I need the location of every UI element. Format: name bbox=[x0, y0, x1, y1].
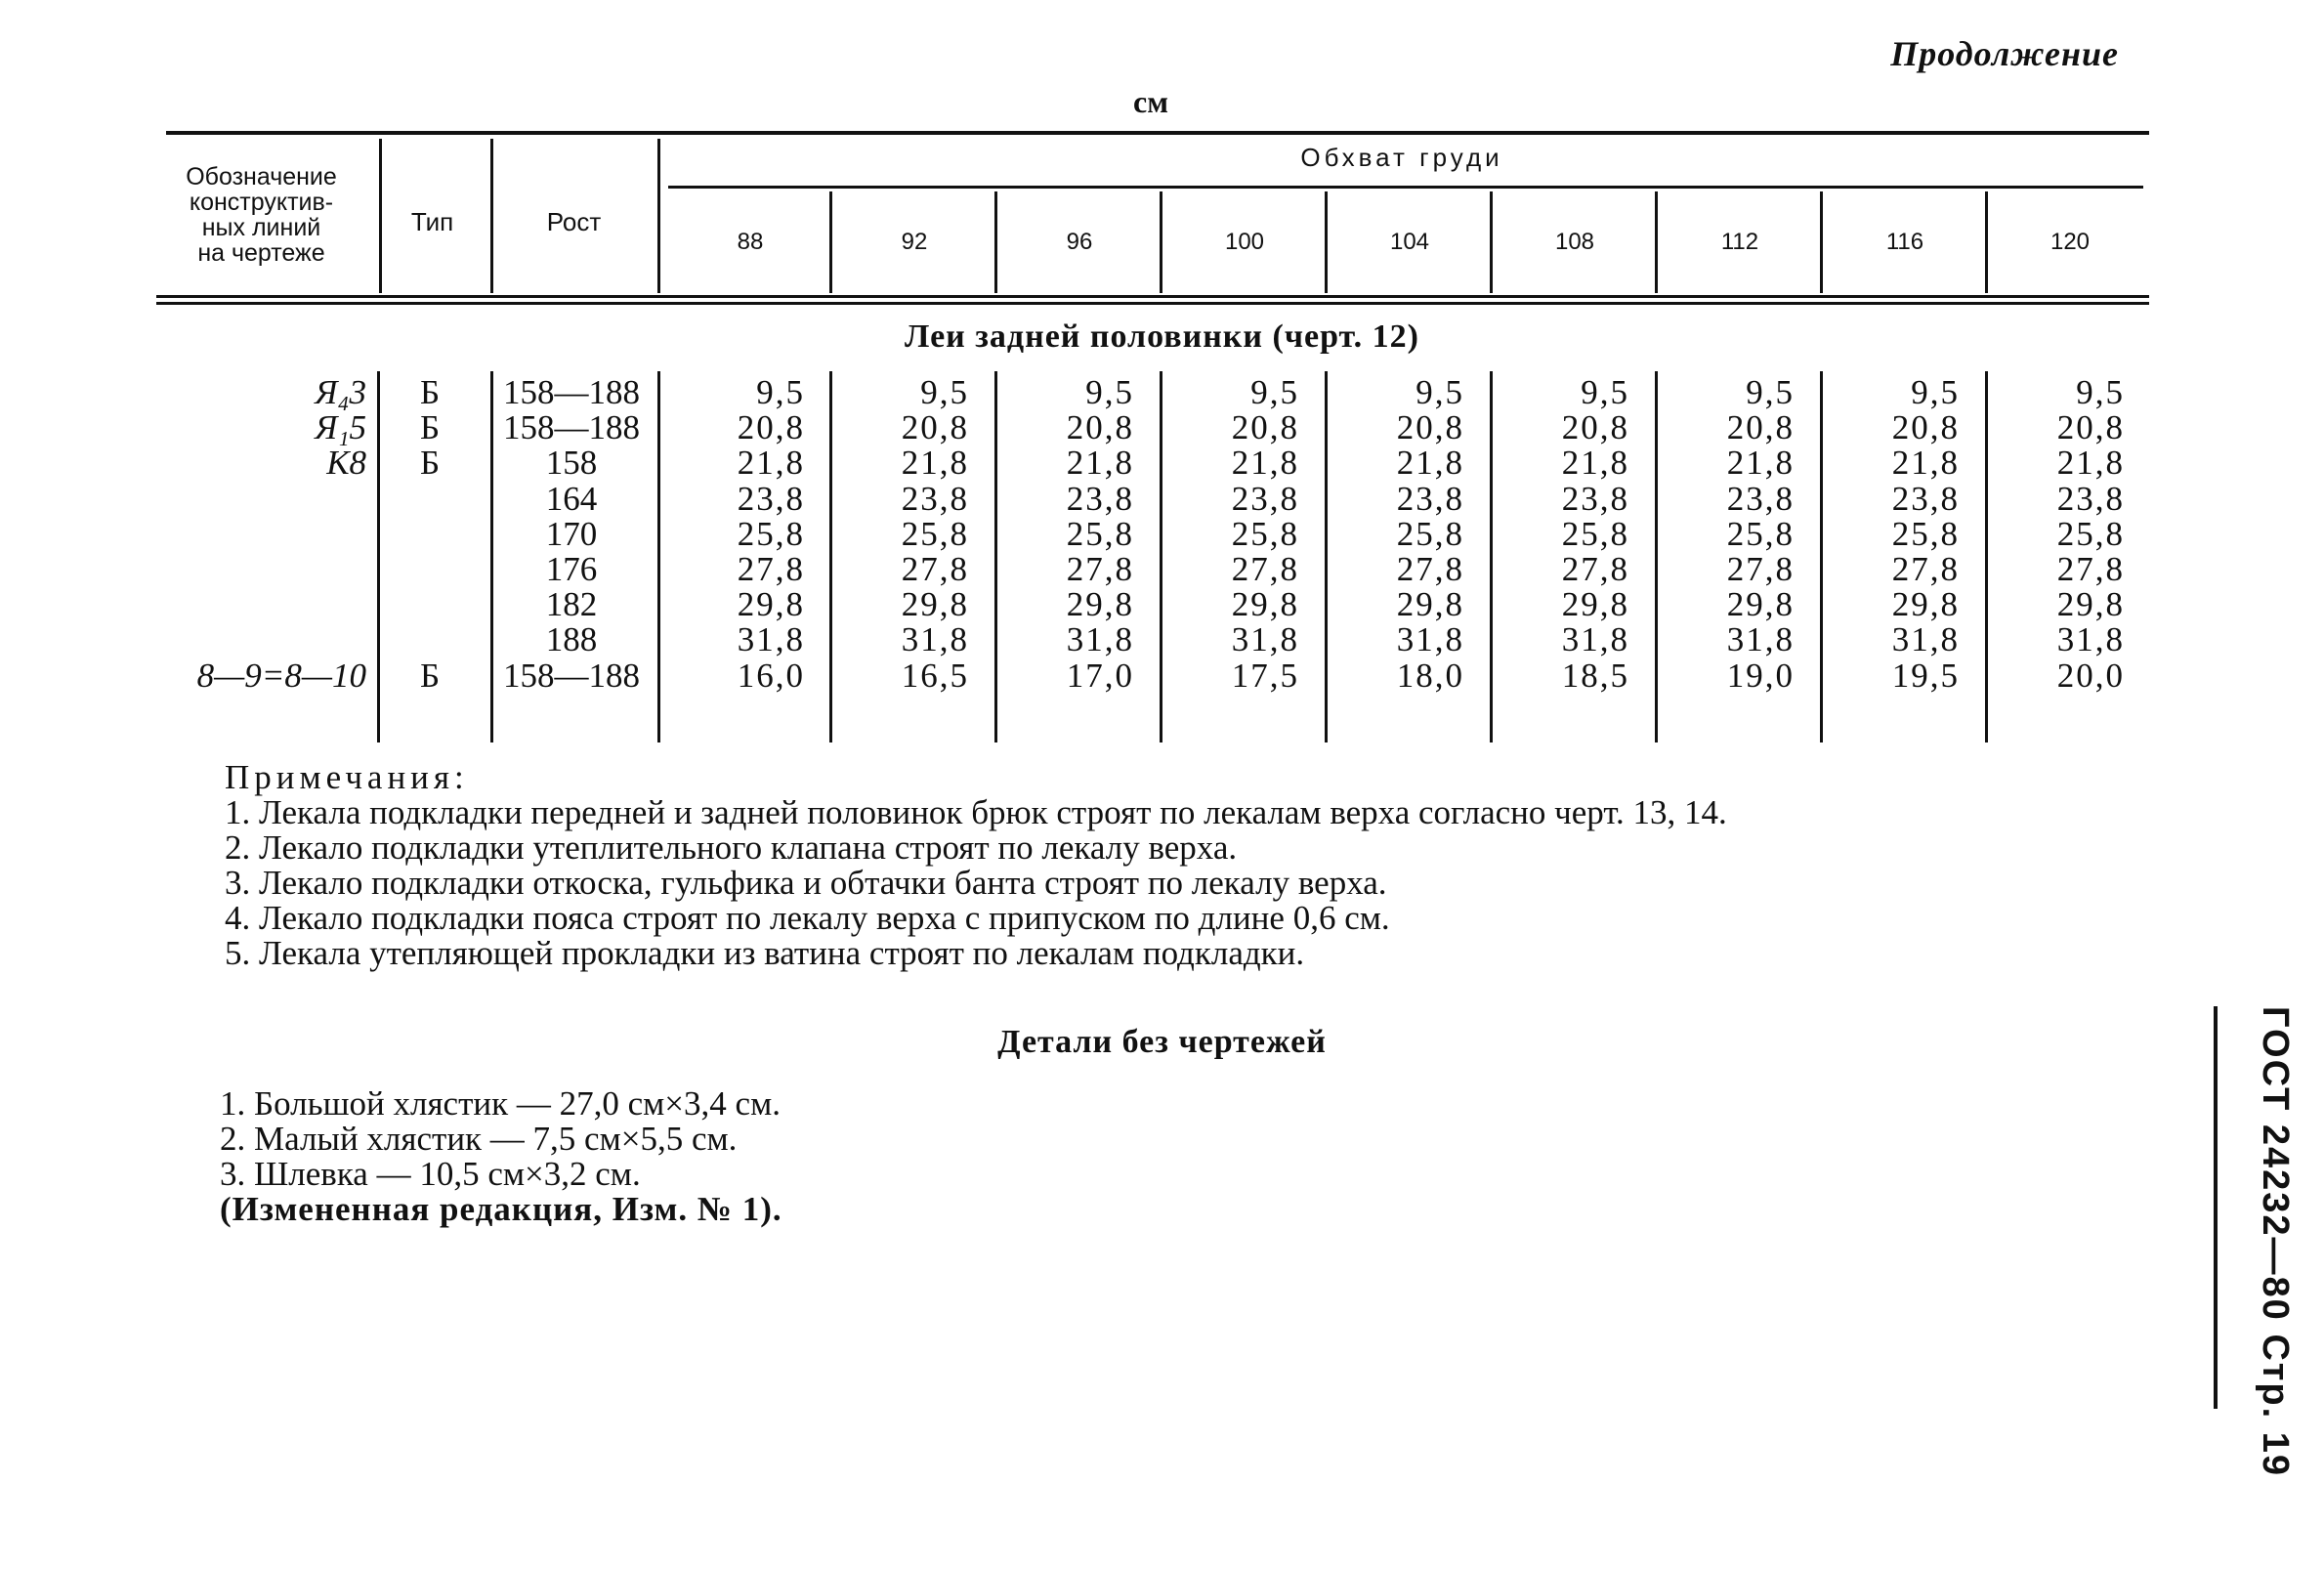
size-header-vline bbox=[1490, 191, 1493, 293]
body-vline bbox=[377, 371, 380, 742]
table-value: 18,0 bbox=[1396, 656, 1464, 695]
table-value: 20,8 bbox=[1726, 408, 1795, 447]
table-value: 20,0 bbox=[2056, 656, 2125, 695]
size-header: 88 bbox=[737, 229, 764, 255]
table-value: 27,8 bbox=[1231, 550, 1299, 588]
side-rule bbox=[2214, 1006, 2218, 1409]
column-header-type: Тип bbox=[410, 207, 454, 236]
table-value: 9,5 bbox=[1085, 373, 1134, 411]
detail-item: 2. Малый хлястик — 7,5 см×5,5 см. bbox=[220, 1120, 738, 1158]
table-value: 25,8 bbox=[1396, 514, 1464, 553]
size-header-vline bbox=[994, 191, 997, 293]
detail-item: 3. Шлевка — 10,5 см×3,2 см. bbox=[220, 1155, 641, 1193]
section-title: Леи задней половинки (черт. 12) bbox=[904, 318, 1420, 355]
column-header-height: Рост bbox=[546, 207, 602, 236]
table-value: 9,5 bbox=[1416, 373, 1464, 411]
table-value: 27,8 bbox=[901, 550, 969, 588]
table-value: 25,8 bbox=[2056, 514, 2125, 553]
size-header-vline bbox=[1655, 191, 1658, 293]
table-value: 17,5 bbox=[1231, 656, 1299, 695]
line-type: Б bbox=[419, 656, 441, 695]
line-height-range: 170 bbox=[545, 514, 598, 553]
line-designation: Я₄3 bbox=[315, 373, 366, 411]
header-vline bbox=[379, 139, 382, 293]
chest-header-rule bbox=[668, 186, 2143, 189]
header-bottom-rule-1 bbox=[156, 295, 2149, 298]
table-value: 17,0 bbox=[1066, 656, 1134, 695]
table-value: 21,8 bbox=[1891, 444, 1960, 483]
table-value: 25,8 bbox=[1726, 514, 1795, 553]
body-vline bbox=[829, 371, 832, 742]
line-height-range: 158—188 bbox=[503, 373, 640, 411]
line-type: Б bbox=[419, 373, 441, 411]
table-value: 23,8 bbox=[1561, 479, 1629, 518]
table-value: 31,8 bbox=[1066, 620, 1134, 659]
table-value: 31,8 bbox=[901, 620, 969, 659]
table-value: 31,8 bbox=[1231, 620, 1299, 659]
line-height-range: 176 bbox=[545, 550, 598, 588]
size-header-vline bbox=[829, 191, 832, 293]
size-header: 104 bbox=[1389, 229, 1430, 255]
table-value: 29,8 bbox=[1891, 585, 1960, 624]
size-header: 116 bbox=[1885, 229, 1924, 255]
table-value: 23,8 bbox=[1231, 479, 1299, 518]
line-height-range: 182 bbox=[545, 585, 598, 624]
note-item: 5. Лекала утепляющей прокладки из ватина строят по лекалам подкладки. bbox=[225, 934, 1305, 972]
table-value: 29,8 bbox=[1726, 585, 1795, 624]
body-vline bbox=[1820, 371, 1823, 742]
table-value: 20,8 bbox=[1891, 408, 1960, 447]
table-value: 9,5 bbox=[1746, 373, 1795, 411]
size-header: 112 bbox=[1720, 229, 1759, 255]
table-value: 31,8 bbox=[1891, 620, 1960, 659]
table-value: 21,8 bbox=[1561, 444, 1629, 483]
table-value: 25,8 bbox=[1561, 514, 1629, 553]
line-type: Б bbox=[419, 408, 441, 447]
note-item: 1. Лекала подкладки передней и задней половинок брюк строят по лекалам верха согласно черт. 13, 14. bbox=[225, 793, 1727, 831]
table-value: 27,8 bbox=[2056, 550, 2125, 588]
table-value: 31,8 bbox=[737, 620, 805, 659]
table-value: 19,5 bbox=[1891, 656, 1960, 695]
table-value: 19,0 bbox=[1726, 656, 1795, 695]
table-value: 18,5 bbox=[1561, 656, 1629, 695]
table-value: 27,8 bbox=[1066, 550, 1134, 588]
table-value: 27,8 bbox=[1891, 550, 1960, 588]
table-value: 23,8 bbox=[2056, 479, 2125, 518]
size-header: 120 bbox=[2049, 229, 2091, 255]
unit-label: см bbox=[1133, 84, 1168, 119]
table-value: 9,5 bbox=[2076, 373, 2125, 411]
table-value: 25,8 bbox=[1066, 514, 1134, 553]
header-vline bbox=[657, 139, 660, 293]
table-value: 20,8 bbox=[1066, 408, 1134, 447]
table-value: 9,5 bbox=[920, 373, 969, 411]
table-value: 27,8 bbox=[1396, 550, 1464, 588]
table-value: 9,5 bbox=[1250, 373, 1299, 411]
table-value: 23,8 bbox=[1891, 479, 1960, 518]
table-value: 21,8 bbox=[1726, 444, 1795, 483]
table-value: 21,8 bbox=[1066, 444, 1134, 483]
table-value: 20,8 bbox=[901, 408, 969, 447]
note-item: 2. Лекало подкладки утеплительного клапана строят по лекалу верха. bbox=[225, 828, 1238, 867]
body-vline bbox=[1325, 371, 1328, 742]
size-header-vline bbox=[1325, 191, 1328, 293]
line-height-range: 164 bbox=[545, 479, 598, 518]
body-vline bbox=[1160, 371, 1162, 742]
table-value: 23,8 bbox=[901, 479, 969, 518]
line-height-range: 158—188 bbox=[503, 408, 640, 447]
table-value: 21,8 bbox=[901, 444, 969, 483]
body-vline bbox=[1490, 371, 1493, 742]
line-height-range: 158 bbox=[545, 444, 598, 483]
table-value: 29,8 bbox=[901, 585, 969, 624]
amendment-note: (Измененная редакция, Изм. № 1). bbox=[220, 1190, 782, 1228]
size-header-vline bbox=[1160, 191, 1162, 293]
table-value: 20,8 bbox=[2056, 408, 2125, 447]
line-height-range: 188 bbox=[545, 620, 598, 659]
notes-title: Примечания: bbox=[225, 758, 469, 796]
line-designation: 8—9=8—10 bbox=[196, 656, 366, 695]
table-value: 21,8 bbox=[2056, 444, 2125, 483]
details-block bbox=[220, 1086, 782, 1227]
size-header-vline bbox=[1985, 191, 1988, 293]
line-type: Б bbox=[419, 444, 441, 483]
table-value: 29,8 bbox=[1561, 585, 1629, 624]
table-value: 20,8 bbox=[737, 408, 805, 447]
details-title: Детали без чертежей bbox=[997, 1024, 1327, 1060]
table-value: 21,8 bbox=[1231, 444, 1299, 483]
table-value: 31,8 bbox=[1726, 620, 1795, 659]
column-header-designation: Обозначение конструктив- ных линий на чертеже bbox=[186, 163, 337, 267]
note-item: 3. Лекало подкладки откоска, гульфика и обтачки банта строят по лекалу верха. bbox=[225, 864, 1387, 902]
table-value: 27,8 bbox=[737, 550, 805, 588]
size-header-vline bbox=[1820, 191, 1823, 293]
table-value: 9,5 bbox=[1581, 373, 1629, 411]
continuation-label: Продолжение bbox=[1890, 34, 2119, 73]
header-bottom-rule-2 bbox=[156, 302, 2149, 305]
table-value: 31,8 bbox=[2056, 620, 2125, 659]
table-value: 31,8 bbox=[1561, 620, 1629, 659]
table-value: 20,8 bbox=[1396, 408, 1464, 447]
table-value: 29,8 bbox=[1231, 585, 1299, 624]
table-top-rule bbox=[166, 131, 2149, 135]
line-designation: Я₁5 bbox=[315, 408, 366, 447]
table-value: 21,8 bbox=[737, 444, 805, 483]
body-vline bbox=[657, 371, 660, 742]
table-value: 9,5 bbox=[756, 373, 805, 411]
table-value: 25,8 bbox=[1891, 514, 1960, 553]
table-value: 16,5 bbox=[901, 656, 969, 695]
size-header: 92 bbox=[901, 229, 928, 255]
table-value: 25,8 bbox=[737, 514, 805, 553]
table-value: 29,8 bbox=[1066, 585, 1134, 624]
notes-block bbox=[225, 760, 1727, 971]
table-value: 9,5 bbox=[1911, 373, 1960, 411]
table-value: 23,8 bbox=[1726, 479, 1795, 518]
table-value: 23,8 bbox=[1396, 479, 1464, 518]
table-value: 29,8 bbox=[1396, 585, 1464, 624]
table-value: 25,8 bbox=[1231, 514, 1299, 553]
body-vline bbox=[1985, 371, 1988, 742]
table-value: 27,8 bbox=[1561, 550, 1629, 588]
line-designation: К8 bbox=[326, 444, 366, 483]
body-vline bbox=[1655, 371, 1658, 742]
size-header: 100 bbox=[1224, 229, 1265, 255]
column-header-chest: Обхват груди bbox=[1300, 143, 1503, 172]
table-value: 29,8 bbox=[737, 585, 805, 624]
table-value: 23,8 bbox=[1066, 479, 1134, 518]
note-item: 4. Лекало подкладки пояса строят по лекалу верха с припуском по длине 0,6 см. bbox=[225, 899, 1390, 937]
size-header: 96 bbox=[1066, 229, 1093, 255]
table-value: 20,8 bbox=[1561, 408, 1629, 447]
table-value: 23,8 bbox=[737, 479, 805, 518]
standard-page-label: ГОСТ 24232—80 Стр. 19 bbox=[2255, 1006, 2296, 1478]
table-value: 16,0 bbox=[737, 656, 805, 695]
table-value: 20,8 bbox=[1231, 408, 1299, 447]
detail-item: 1. Большой хлястик — 27,0 см×3,4 см. bbox=[220, 1084, 781, 1123]
table-value: 27,8 bbox=[1726, 550, 1795, 588]
table-value: 21,8 bbox=[1396, 444, 1464, 483]
table-value: 29,8 bbox=[2056, 585, 2125, 624]
body-vline bbox=[994, 371, 997, 742]
line-height-range: 158—188 bbox=[503, 656, 640, 695]
size-header: 108 bbox=[1554, 229, 1595, 255]
table-value: 25,8 bbox=[901, 514, 969, 553]
table-value: 31,8 bbox=[1396, 620, 1464, 659]
